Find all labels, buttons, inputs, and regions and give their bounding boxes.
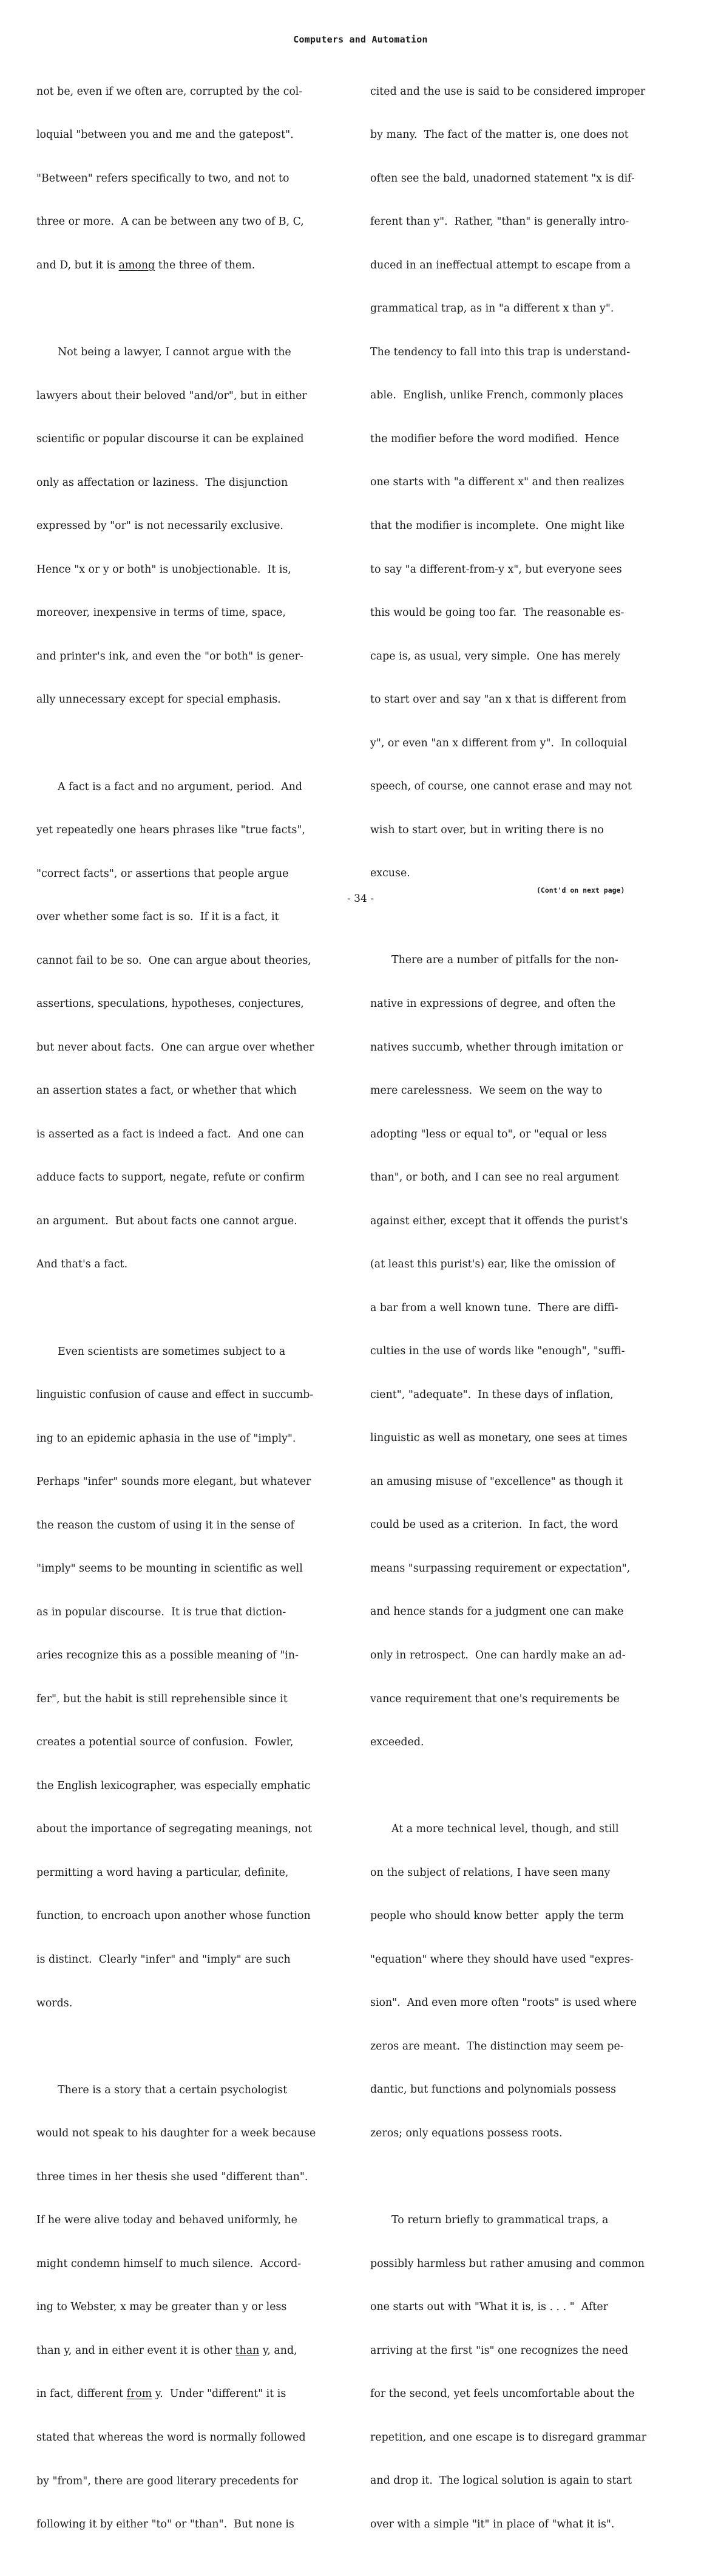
text-line: zeros are meant. The distinction may seem pe- bbox=[370, 2040, 624, 2053]
text-line: the reason the custom of using it in the sense of bbox=[36, 1519, 294, 1532]
text-line: stated that whereas the word is normally followed bbox=[36, 2431, 306, 2444]
text-line: The tendency to fall into this trap is understand- bbox=[370, 346, 631, 358]
text-run: the three of them. bbox=[155, 259, 256, 271]
text-line: repetition, and one escape is to disregard grammar bbox=[370, 2431, 647, 2444]
text-line: is distinct. Clearly "infer" and "imply" are such bbox=[36, 1954, 291, 1966]
text-line: grammatical trap, as in "a different x than y". bbox=[370, 302, 614, 315]
page-number: - 34 - bbox=[347, 893, 374, 905]
paragraph-infer-imply bbox=[36, 1316, 340, 2040]
paragraph-expressions-of-degree bbox=[370, 925, 674, 1779]
text-line: one starts with "a different x" and then realizes bbox=[370, 476, 625, 489]
text-line: cited and the use is said to be considered improper bbox=[370, 85, 646, 98]
text-line: Perhaps "infer" sounds more elegant, but whatever bbox=[36, 1476, 311, 1488]
text-line: lawyers about their beloved "and/or", but in either bbox=[36, 389, 307, 402]
text-line: To return briefly to grammatical traps, a bbox=[391, 2214, 609, 2227]
paragraph-equation-expression bbox=[370, 1794, 674, 2170]
text-line: mere carelessness. We seem on the way to bbox=[370, 1085, 603, 1097]
text-line: three times in her thesis she used "different than". bbox=[36, 2170, 308, 2183]
text-line: speech, of course, one cannot erase and may not bbox=[370, 780, 632, 793]
text-line: over with a simple "it" in place of "what it is". bbox=[370, 2518, 615, 2530]
underlined-word-among: among bbox=[118, 259, 155, 271]
text-run: in fact, different bbox=[36, 2388, 127, 2401]
text-line: following it by either "to" or "than". But none is bbox=[36, 2518, 294, 2531]
text-line: function, to encroach upon another whose function bbox=[36, 1910, 311, 1923]
text-line: able. English, unlike French, commonly places bbox=[370, 389, 623, 402]
text-line bbox=[36, 2344, 340, 2359]
text-line: There are a number of pitfalls for the non- bbox=[391, 954, 618, 967]
text-line: an amusing misuse of "excellence" as though it bbox=[370, 1475, 623, 1488]
text-line: by "from", there are good literary precedents for bbox=[36, 2475, 298, 2487]
left-column bbox=[36, 56, 340, 2576]
text-line: wish to start over, but in writing there is no bbox=[370, 823, 604, 836]
text-line: often see the bald, unadorned statement "x is dif- bbox=[370, 172, 635, 185]
text-line: only as affectation or laziness. The disjunction bbox=[36, 476, 288, 489]
text-line: yet repeatedly one hears phrases like "true facts", bbox=[36, 824, 305, 837]
text-line: Hence "x or y or both" is unobjectionable. It is, bbox=[36, 563, 291, 576]
text-line: ing to an epidemic aphasia in the use of "imply". bbox=[36, 1432, 296, 1445]
text-line: permitting a word having a particular, definite, bbox=[36, 1866, 289, 1879]
text-line: linguistic as well as monetary, one sees at times bbox=[370, 1432, 628, 1445]
text-line: duced in an ineffectual attempt to escape from a bbox=[370, 259, 631, 271]
text-line: If he were alive today and behaved uniformly, he bbox=[36, 2214, 297, 2227]
text-run: y, and, bbox=[259, 2344, 297, 2357]
text-line: might condemn himself to much silence. Accord- bbox=[36, 2257, 302, 2270]
text-line: At a more technical level, though, and still bbox=[391, 1823, 619, 1836]
text-line: over whether some fact is so. If it is a fact, it bbox=[36, 911, 279, 924]
text-line: loquial "between you and me and the gatepost". bbox=[36, 129, 294, 141]
text-line: as in popular discourse. It is true that diction- bbox=[36, 1606, 286, 1618]
text-line: means "surpassing requirement or expectation", bbox=[370, 1562, 631, 1575]
text-line: an assertion states a fact, or whether that which bbox=[36, 1085, 297, 1097]
text-line: (at least this purist's) ear, like the omission of bbox=[370, 1258, 615, 1271]
text-line: possibly harmless but rather amusing and common bbox=[370, 2257, 645, 2270]
text-line: that the modifier is incomplete. One might like bbox=[370, 520, 625, 532]
text-line bbox=[36, 2387, 340, 2402]
text-line: one starts out with "What it is, is . . . " After bbox=[370, 2301, 608, 2314]
text-line: by many. The fact of the matter is, one does not bbox=[370, 129, 629, 141]
text-line: assertions, speculations, hypotheses, conjectures, bbox=[36, 998, 304, 1010]
underlined-word-than: than bbox=[235, 2344, 260, 2357]
text-line: the English lexicographer, was especially emphatic bbox=[36, 1779, 311, 1792]
text-run: y. Under "different" it is bbox=[152, 2388, 286, 2401]
text-line: this would be going too far. The reasonable es- bbox=[370, 607, 625, 619]
text-line: the modifier before the word modified. Hence bbox=[370, 432, 620, 445]
text-line: could be used as a criterion. In fact, the word bbox=[370, 1519, 618, 1532]
text-line: native in expressions of degree, and often the bbox=[370, 998, 615, 1010]
text-line: adduce facts to support, negate, refute or confirm bbox=[36, 1171, 305, 1184]
text-line: Even scientists are sometimes subject to a bbox=[58, 1345, 286, 1358]
text-line: to say "a different-from-y x", but everyone sees bbox=[370, 563, 622, 576]
text-run: and D, but it is bbox=[36, 259, 119, 271]
paragraph-facts bbox=[36, 751, 340, 1301]
text-line: "equation" where they should have used "expres- bbox=[370, 1953, 634, 1966]
text-line: on the subject of relations, I have seen many bbox=[370, 1866, 611, 1879]
text-line: vance requirement that one's requirements be bbox=[370, 1692, 620, 1705]
paragraph-what-it-is bbox=[370, 2185, 674, 2561]
text-line: not be, even if we often are, corrupted by the col- bbox=[36, 85, 303, 98]
text-line: expressed by "or" is not necessarily exclusive. bbox=[36, 520, 283, 533]
running-title: Computers and Automation bbox=[293, 34, 428, 45]
text-line: words. bbox=[36, 1997, 73, 2009]
text-line: "correct facts", or assertions that people argue bbox=[36, 867, 289, 880]
paragraph-grammatical-trap bbox=[370, 56, 674, 910]
text-line: three or more. A can be between any two of B, C, bbox=[36, 216, 304, 228]
text-line: exceeded. bbox=[370, 1736, 424, 1749]
text-line: sion". And even more often "roots" is used where bbox=[370, 1997, 637, 2009]
continued-note: (Cont'd on next page) bbox=[537, 886, 625, 894]
text-line: aries recognize this as a possible meaning of "in- bbox=[36, 1649, 299, 1662]
text-line: and drop it. The logical solution is again to start bbox=[370, 2475, 632, 2487]
text-line: than", or both, and I can see no real argument bbox=[370, 1171, 619, 1184]
text-line: is asserted as a fact is indeed a fact. And one can bbox=[36, 1128, 304, 1140]
text-line: creates a potential source of confusion. Fowler, bbox=[36, 1736, 294, 1749]
text-line: excuse. bbox=[370, 867, 410, 880]
text-line: dantic, but functions and polynomials possess bbox=[370, 2084, 617, 2096]
text-line: for the second, yet feels uncomfortable about the bbox=[370, 2388, 635, 2401]
paragraph-and-or bbox=[36, 316, 340, 736]
paragraph-different-than bbox=[36, 2054, 340, 2561]
text-line: zeros; only equations possess roots. bbox=[370, 2127, 563, 2139]
right-column bbox=[370, 56, 674, 2575]
text-line: people who should know better apply the term bbox=[370, 1910, 624, 1923]
paragraph-between bbox=[36, 56, 340, 302]
text-line: arriving at the first "is" one recognizes the need bbox=[370, 2344, 629, 2357]
text-line: And that's a fact. bbox=[36, 1258, 128, 1271]
text-line: and hence stands for a judgment one can make bbox=[370, 1606, 624, 1618]
text-line: only in retrospect. One can hardly make an ad- bbox=[370, 1649, 626, 1661]
text-line: "Between" refers specifically to two, and not to bbox=[36, 172, 289, 185]
text-line: "imply" seems to be mounting in scientific as well bbox=[36, 1562, 303, 1575]
text-line: cient", "adequate". In these days of inflation, bbox=[370, 1388, 614, 1401]
text-line: moreover, inexpensive in terms of time, space, bbox=[36, 607, 286, 619]
text-run: than y, and in either event it is other bbox=[36, 2344, 235, 2357]
underlined-word-from: from bbox=[126, 2388, 152, 2401]
text-line: linguistic confusion of cause and effect in succumb- bbox=[36, 1389, 314, 1402]
text-line bbox=[36, 259, 340, 273]
text-line: There is a story that a certain psychologist bbox=[58, 2084, 288, 2096]
text-line: to start over and say "an x that is different from bbox=[370, 693, 627, 706]
text-line: against either, except that it offends the purist's bbox=[370, 1215, 628, 1227]
text-line: an argument. But about facts one cannot argue. bbox=[36, 1215, 297, 1227]
text-line: A fact is a fact and no argument, period. And bbox=[58, 780, 302, 793]
text-line: y", or even "an x different from y". In colloquial bbox=[370, 737, 628, 749]
text-line: scientific or popular discourse it can be explained bbox=[36, 433, 304, 446]
text-line: Not being a lawyer, I cannot argue with the bbox=[58, 346, 291, 359]
text-line: cape is, as usual, very simple. One has merely bbox=[370, 650, 621, 663]
text-line: ing to Webster, x may be greater than y or less bbox=[36, 2301, 287, 2314]
text-line: natives succumb, whether through imitation or bbox=[370, 1041, 623, 1054]
text-line: culties in the use of words like "enough", "suffi- bbox=[370, 1345, 625, 1358]
text-line: fer", but the habit is still reprehensible since it bbox=[36, 1692, 288, 1705]
text-line: a bar from a well known tune. There are diffi- bbox=[370, 1301, 618, 1314]
text-line: adopting "less or equal to", or "equal or less bbox=[370, 1128, 608, 1140]
text-line: would not speak to his daughter for a week because bbox=[36, 2127, 316, 2140]
text-line: about the importance of segregating meanings, not bbox=[36, 1823, 312, 1836]
text-line: but never about facts. One can argue over whether bbox=[36, 1041, 314, 1054]
text-line: ally unnecessary except for special emphasis. bbox=[36, 693, 281, 706]
text-line: cannot fail to be so. One can argue about theories, bbox=[36, 954, 311, 967]
text-line: ferent than y". Rather, "than" is generally intro- bbox=[370, 216, 629, 228]
text-line: and printer's ink, and even the "or both" is gener- bbox=[36, 650, 303, 663]
